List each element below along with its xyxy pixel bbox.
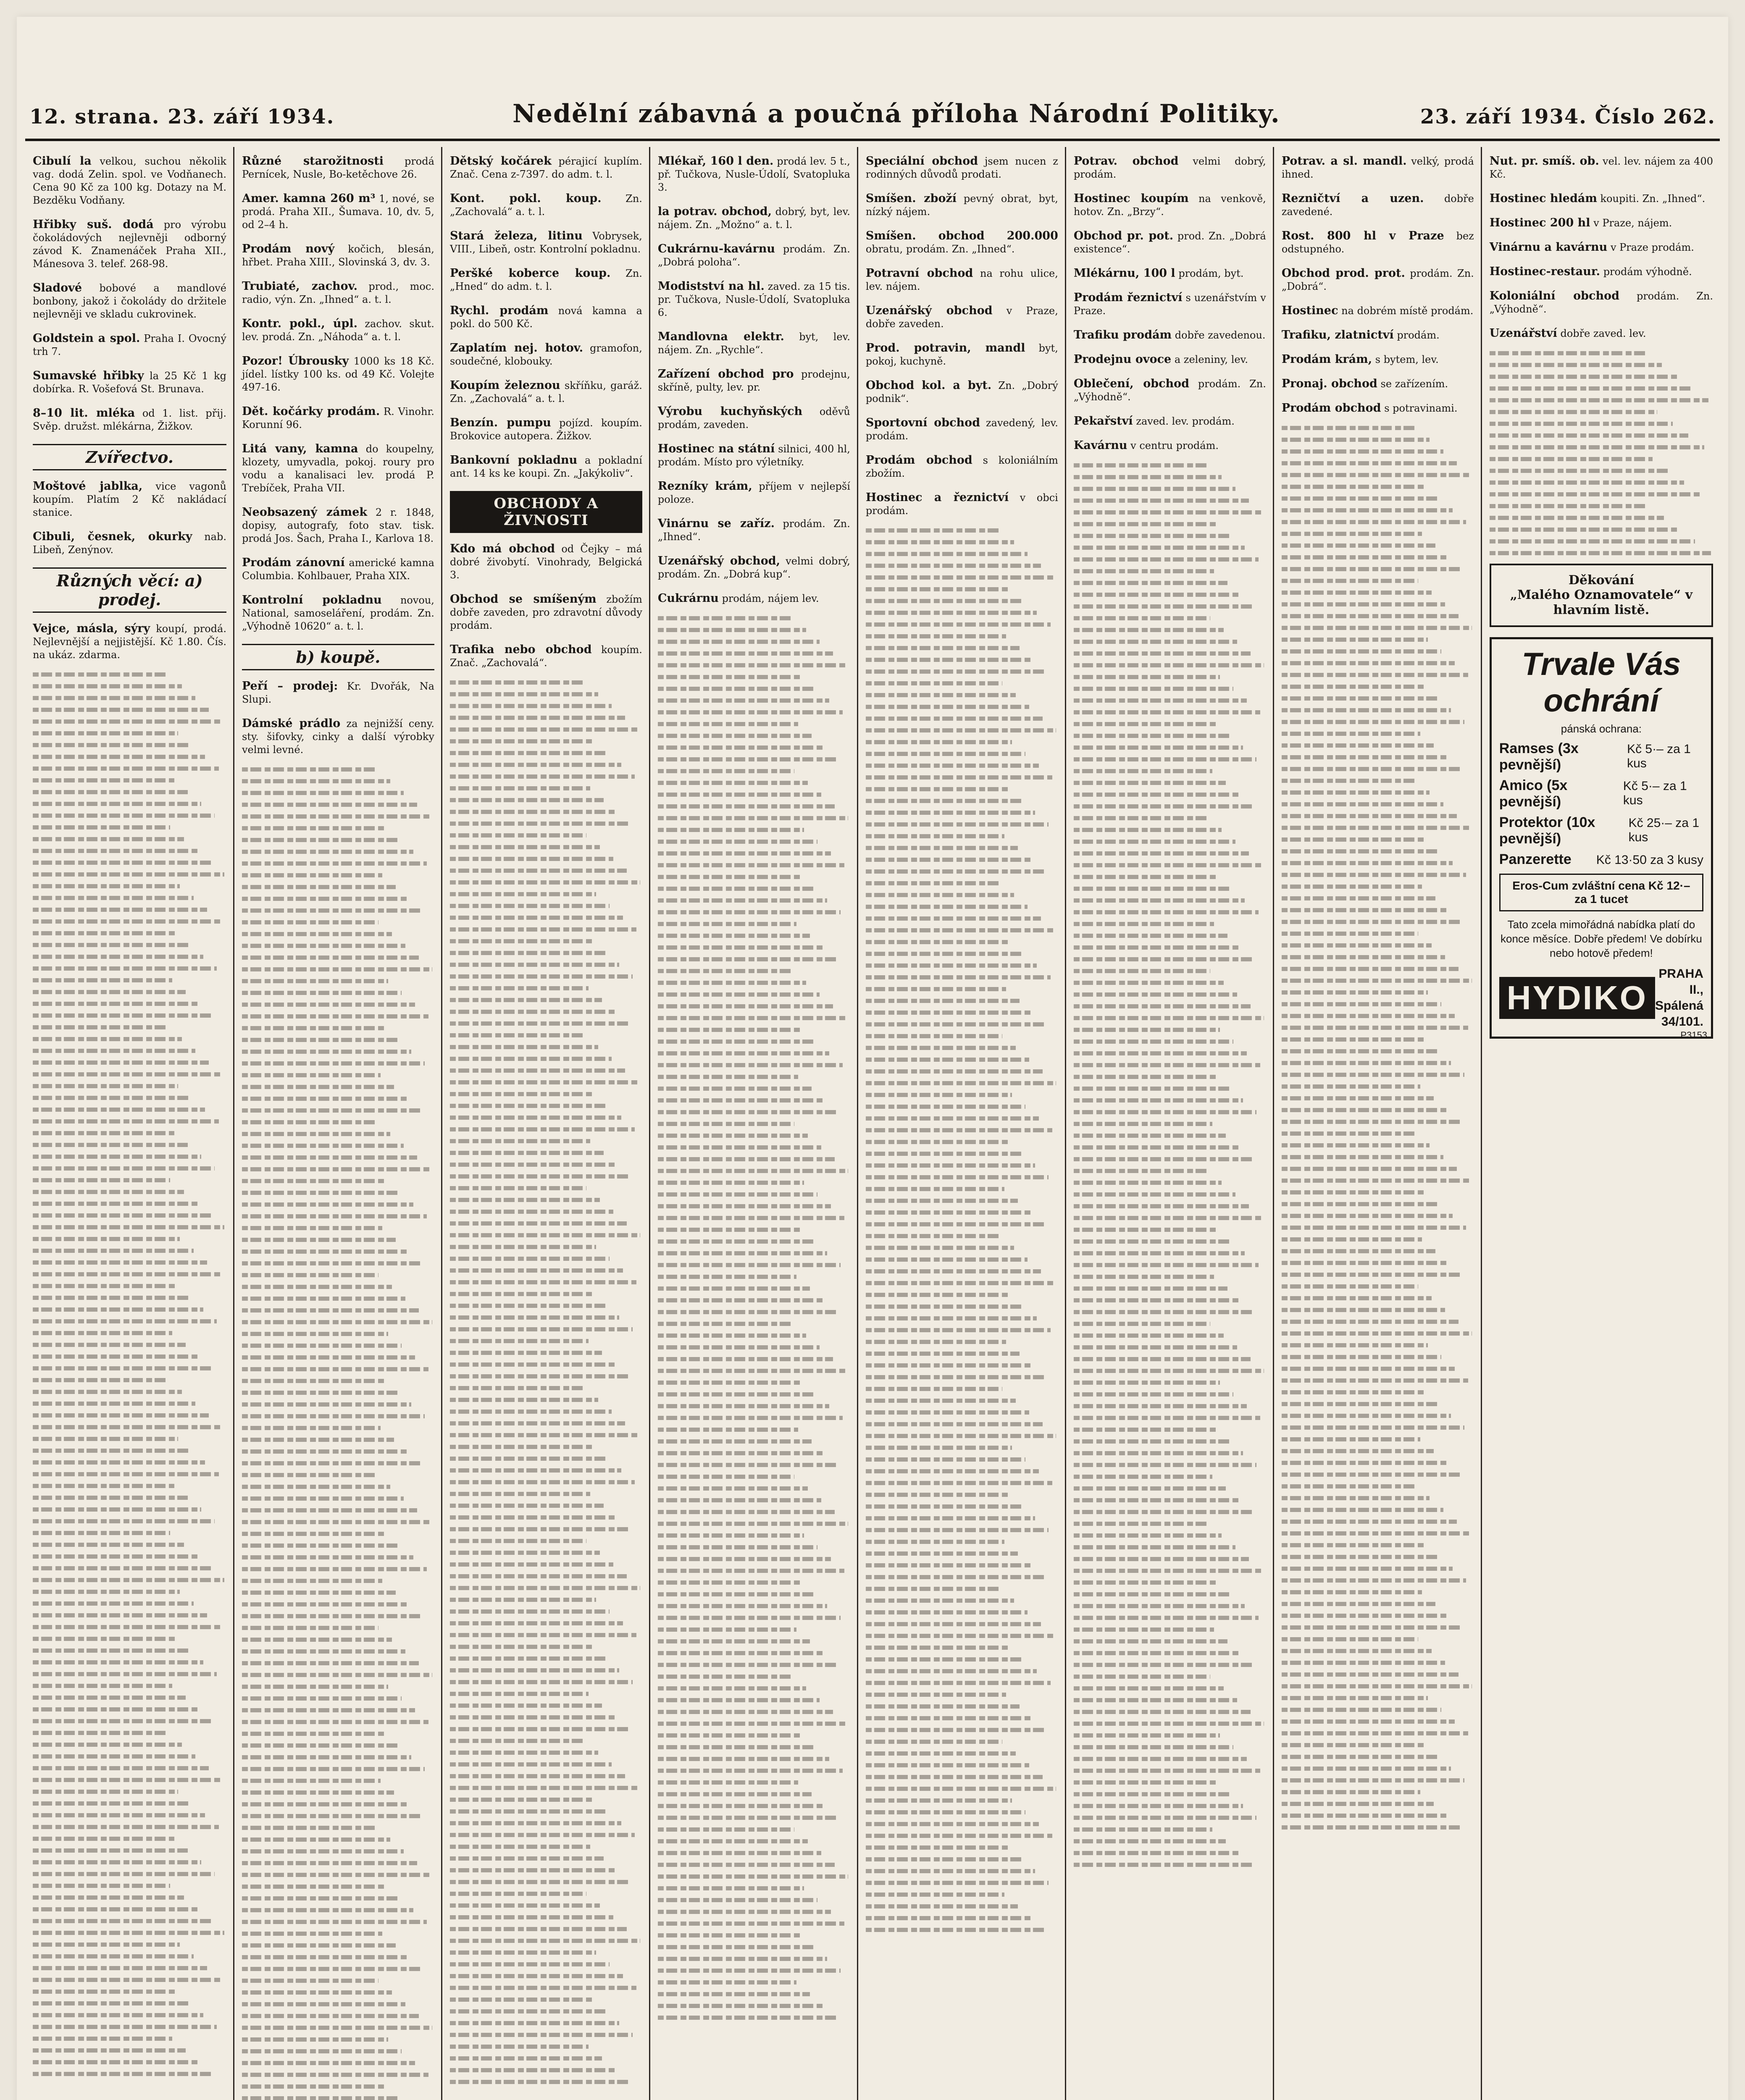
classified-columns [25,147,1720,2100]
supplement-title: Nedělní zábavná a poučná příloha Národní Politiky. [512,99,1280,129]
classified-ad [242,317,434,344]
classified-ad [866,341,1058,368]
section-heading: b) koupě. [242,644,434,670]
ad-text: obratu, prodám. Zn. „Ihned“. [865,243,1015,255]
hydiko-eros-note: Eros-Cum zvláštní cena Kč 12·– za 1 tucet [1499,874,1703,911]
classified-ad [450,304,642,331]
ad-text: bobové a mandlové bonbony, jakož i čokolády do držitele nejlevněji ve skladu cukrovinek. [33,282,226,320]
classified-ad [450,229,642,256]
ad-text: velkou, suchou několik vag. dodá Zelin. spol. ve Vodňanech. Cena 90 Kč za 100 kg. Dotazy na M. Bezděku Vodňany. [33,155,226,206]
ad-heading: Bankovní pokladnu [449,454,578,467]
masthead [17,17,1728,147]
ad-heading: Kdo má obchod [449,542,555,555]
ad-heading: Amer. kamna 260 m³ [242,192,376,205]
ad-heading: Benzín. pumpu [449,416,551,429]
classified-ad [658,517,850,543]
ad-heading: Uzenářský obchod, [657,554,781,567]
ad-heading: Moštové jablka, [33,480,143,493]
ad-heading: Hostinec hledám [1489,192,1597,205]
classified-ad [658,592,850,605]
ad-text: v Praze prodám. [1610,242,1694,253]
ad-text: s uzenářstvím v Praze. [1073,292,1266,317]
classified-ad [1282,267,1474,293]
ad-heading: Trafiku, zlatnictví [1281,328,1394,341]
ad-text: Praha I. Ovocný trh 7. [33,333,226,357]
ad-text: na venkově, hotov. Zn. „Brzy“. [1073,193,1266,218]
ad-text: pojízd. koupím. Brokovice autopera. Žižkov. [449,417,642,442]
ad-heading: Hostinec [1281,304,1338,317]
ad-text: dobře zavedené. [1281,193,1474,218]
ad-text: od 1. list. přij. Svěp. družst. mlékárna, Žižkov. [33,407,226,432]
ad-text: velmi dobrý, prodám. [1073,155,1266,180]
ad-heading: Rezníky krám, [657,480,752,493]
ad-text: od Čejky – má dobré živobytí. Vinohrady, Belgická 3. [449,543,642,581]
ad-heading: Stará železa, litinu [449,229,583,242]
ad-heading: Oblečení, obchod [1073,377,1190,390]
ad-text: zaved. za 15 tis. pr. Tučkova, Nusle-Údolí, Svatopluka 6. [657,281,850,318]
ad-heading: Sportovní obchod [865,416,980,429]
ad-heading: Uzenářský obchod [865,304,993,317]
classified-ad [450,267,642,293]
hydiko-item: Amico (5x pevnější) Kč 5·– za 1 kus [1499,777,1687,810]
ad-heading: Potravní obchod [865,267,973,280]
classified-ad [242,242,434,269]
issue-date-number: 23. září 1934. Číslo 262. [1420,105,1716,129]
dekovani-box [1490,564,1713,627]
classified-ad [866,229,1058,256]
ad-text: Vobrysek, VIII., Libeň, ostr. Kontrolní pokladnu. [449,230,642,255]
classified-ad [658,405,850,431]
classified-ad [242,593,434,633]
ad-heading: Trafiku prodám [1073,328,1172,341]
section-heading: Zvířectvo. [33,444,226,470]
ad-heading: Prodám krám, [1281,353,1372,366]
ad-text: na dobrém místě prodám. [1341,305,1474,317]
ad-text: dobře zavedenou. [1175,329,1266,341]
ad-heading: Modistství na hl. [657,280,765,293]
ad-text: v Praze, dobře zaveden. [865,305,1058,330]
ad-heading: Prodám zánovní [242,556,345,569]
ad-heading: Obchod kol. a byt. [865,379,992,392]
ad-heading: Litá vany, kamna [242,442,358,455]
ad-text: silnici, 400 hl, prodám. Místo pro výletníky. [657,443,850,468]
classified-ad [242,280,434,306]
classified-ad [866,304,1058,331]
classified-ad [33,622,226,662]
ad-text: zbožím dobře zaveden, pro zdravotní důvody prodám. [449,593,642,631]
hydiko-footer [1499,966,1703,1030]
ad-heading: Dětský kočárek [449,155,552,168]
classified-ad [1074,192,1266,218]
ad-text: skříňku, garáž. Zn. „Zachovalá“ a. t. l. [449,380,642,404]
hydiko-code: P3153 [1680,1030,1707,1040]
classified-ad [450,155,642,181]
ad-text: gramofon, soudečné, klobouky. [449,342,642,367]
ad-text: v Praze, nájem. [1593,217,1672,229]
classified-ad [866,267,1058,293]
ad-text: prodám, byt. [1178,268,1244,279]
ad-text: do koupelny, klozety, umyvadla, pokoj. roury pro vodu a kanalisaci lev. prodá P. Trebíček, Praha VII. [242,443,434,494]
ad-text: prodám. Zn. „Dobrá poloha“. [657,243,850,268]
classified-ad [658,480,850,506]
ad-text: s potravinami. [1384,402,1458,414]
ad-text: pro výrobu čokoládových nejlevněji odborný závod K. Znamenáček Praha XII., Mánesova 3. telef. 268-98. [33,219,226,270]
classified-ad [242,155,434,181]
column-8 [1481,147,1720,2100]
column-6 [1065,147,1273,2100]
ad-text: Zn. „Hned“ do adm. t. l. [449,268,642,292]
ad-text: prodám. Zn. „Dobrá“. [1281,268,1474,292]
classified-ad [242,556,434,583]
ad-text: la 25 Kč 1 kg dobírka. R. Vošefová St. Brunava. [33,370,226,395]
classified-ad [450,542,642,582]
ad-text: dobrý, byt, lev. nájem. Zn. „Možno“ a. t. l. [657,206,850,231]
classified-ad [450,379,642,405]
classified-ad [450,341,642,368]
ad-text: v centru prodám. [1130,440,1219,452]
classified-ad [33,155,226,207]
ad-heading: Rezničtví a uzen. [1281,192,1424,205]
ad-heading: Smíšen. zboží [865,192,957,205]
ad-heading: la potrav. obchod, [657,205,772,218]
classified-ad [1282,328,1474,342]
classified-ad [33,332,226,358]
ad-text: vice vagonů koupím. Platím 2 Kč nakládací stanice. [33,480,226,518]
ad-heading: 8–10 lit. mléka [33,407,135,420]
ad-text: na rohu ulice, lev. nájem. [865,268,1058,292]
ad-heading: Koupím železnou [449,379,560,392]
classified-ad [658,280,850,319]
hydiko-headline: Trvale Vás ochrání [1522,646,1681,719]
section-heading: Různých věcí: a) prodej. [33,567,226,613]
ad-text: za nejnižší ceny. sty. šifovky, cinky a další výrobky velmi levné. [242,718,434,756]
ad-heading: Dět. kočárky prodám. [242,405,380,418]
masthead-rule [25,139,1720,141]
newspaper-page [17,17,1728,2100]
page-number-date: 12. strana. 23. září 1934. [29,105,335,129]
text-filler [658,616,850,2020]
ad-text: kočich, blesán, hřbet. Praha XIII., Slovinská 3, dv. 3. [242,243,434,268]
ad-text: vel. lev. nájem za 400 Kč. [1489,155,1713,180]
ad-heading: Obchod prod. prot. [1281,267,1405,280]
hydiko-address: PRAHA II., Spálená 34/101. [1655,967,1703,1029]
ad-text: jsem nucen z rodinných důvodů prodati. [865,155,1058,180]
ad-heading: Prodejnu ovoce [1073,353,1172,366]
ad-text: byt, lev. nájem. Zn. „Rychle“. [657,331,850,356]
ad-text: nová kamna a pokl. do 500 Kč. [449,305,642,330]
classified-ad [242,680,434,706]
ad-heading: Speciální obchod [865,155,978,168]
ad-text: 1000 ks 18 Kč. jídel. lístky 100 ks. od 49 Kč. Volejte 497-16. [242,355,434,393]
classified-ad [658,554,850,581]
classified-ad [242,405,434,431]
classified-ad [1282,229,1474,256]
classified-ad [1074,155,1266,181]
classified-ad [33,218,226,270]
ad-heading: Goldstein a spol. [33,332,140,345]
hydiko-item: Panzerette Kč 13·50 za 3 kusy [1499,851,1703,867]
text-filler [1490,351,1713,555]
ad-text: a pokladní ant. 14 ks ke koupi. Zn. „Jakýkoliv“. [449,454,642,479]
classified-ad [866,416,1058,443]
classified-ad [658,330,850,357]
hydiko-offer-text: Tato zcela mimořádná nabídka platí do konce měsíce. Dobře předem! Ve dobírku nebo hotově předem! [1500,918,1702,959]
ad-text: R. Vinohr. Korunní 96. [242,406,434,430]
classified-ad [866,155,1058,181]
dekovani-line: „Malého Oznamovatele“ v hlavním listě. [1510,588,1693,617]
ad-heading: Mlékárnu, 100 l [1073,267,1175,280]
text-filler [450,680,642,2084]
hydiko-item: Ramses (3x pevnější) Kč 5·– za 1 kus [1499,740,1691,773]
ad-heading: Pekařství [1073,415,1133,428]
ad-heading: Vinárnu se zaříz. [657,517,775,530]
ad-text: prod., moc. radio, výn. Zn. „Ihned“ a. t. l. [242,281,434,305]
classified-ad [242,506,434,545]
ad-heading: Mlékař, 160 l den. [657,155,774,168]
classified-ad [1490,265,1713,278]
classified-ad [450,454,642,480]
ad-text: byt, pokoj, kuchyně. [865,342,1058,367]
ad-heading: Prodám obchod [865,454,972,467]
classified-ad [33,480,226,519]
classified-ad [658,368,850,394]
classified-ad [1490,155,1713,181]
ad-text: příjem v nejlepší poloze. [657,480,850,505]
ad-text: prodám, nájem lev. [722,593,819,604]
ad-heading: Dámské prádlo [242,717,341,730]
ad-heading: Uzenářství [1489,327,1557,340]
ad-text: koupím. Znač. „Zachovalá“. [449,644,642,669]
column-5 [857,147,1065,2100]
ad-text: prodám. Zn. „Výhodně“. [1073,378,1266,403]
ad-heading: Smíšen. obchod 200.000 [865,229,1058,242]
ad-heading: Hostinec na státní [657,442,775,455]
ad-heading: Kont. pokl. koup. [449,192,602,205]
ad-text: Zn. „Dobrý podnik“. [865,380,1058,404]
ad-text: prodám. [1397,329,1440,341]
ad-text: s koloniálním zbožím. [865,454,1058,479]
classified-ad [866,491,1058,517]
ad-text: 2 r. 1848, dopisy, autografy, foto stav. tisk. prodá Jos. Šach, Praha I., Karlova 18. [242,507,434,544]
ad-text: koupiti. Zn. „Ihned“. [1600,193,1706,205]
classified-ad [450,643,642,669]
ad-text: se zařízením. [1380,378,1448,390]
column-2 [233,147,441,2100]
ad-text: prodá lev. 5 t., př. Tučkova, Nusle-Údolí, Svatopluka 3. [657,155,850,193]
classified-ad [1282,377,1474,391]
classified-ad [1282,192,1474,218]
ad-heading: Potrav. a sl. mandl. [1281,155,1407,168]
ad-text: v obci prodám. [865,492,1058,517]
ad-heading: Vinárnu a kavárnu [1489,241,1608,254]
ad-heading: Hostinec koupím [1073,192,1189,205]
ad-text: nab. Libeň, Zenýnov. [33,531,226,556]
classified-ad [1074,328,1266,342]
ad-text: s bytem, lev. [1375,354,1439,365]
ad-heading: Sumavské hřibky [33,369,144,382]
ad-heading: Peršké koberce koup. [449,267,611,280]
ad-heading: Zaplatím nej. hotov. [449,341,583,354]
ad-text: zavedený, lev. prodám. [865,417,1058,442]
ad-heading: Hřibky suš. dodá [33,218,154,231]
ad-heading: Pozor! Úbrousky [242,354,349,368]
ad-heading: Prodám nový [242,242,335,255]
ad-heading: Peří – prodej: [242,680,338,693]
ad-heading: Cibulí la [33,155,92,168]
ad-heading: Kontrolní pokladnu [242,593,382,606]
classified-ad [1074,377,1266,404]
ad-text: koupí, prodá. Nejlevnější a nejjistější. Kč 1.80. Čís. na ukáz. zdarma. [33,623,226,661]
ad-heading: Prodám řeznictví [1073,291,1183,304]
classified-ad [242,442,434,495]
ad-heading: Pronaj. obchod [1281,377,1377,390]
ad-heading: Prod. potravin, mandl [865,341,1025,354]
classified-ad [658,155,850,194]
ad-text: pérajicí kuplím. Znač. Cena z-7397. do adm. t. l. [449,155,642,180]
ad-text: oděvů prodám, zaveden. [657,406,850,430]
ad-text: americké kamna Columbia. Kohlbauer, Praha XIX. [242,557,434,582]
classified-ad [1490,327,1713,340]
ad-text: 1, nové, se prodá. Praha XII., Šumava. 10, dv. 5, od 2–4 h. [242,193,434,231]
ad-heading: Sladové [33,281,82,294]
hydiko-advertisement [1490,637,1713,1039]
classified-ad [1282,353,1474,366]
ad-heading: Potrav. obchod [1073,155,1179,168]
ad-text: zaved. lev. prodám. [1136,415,1235,427]
ad-heading: Nut. pr. smíš. ob. [1489,155,1599,168]
text-filler [1074,463,1266,1867]
dekovani-title: Děkování [1568,573,1634,588]
text-filler [866,528,1058,1932]
ad-text: prodá Pernícek, Nusle, Bo-ketěchove 26. [242,155,434,180]
ad-text: velký, prodá ihned. [1281,155,1474,180]
classified-ad [658,442,850,469]
column-7 [1273,147,1481,2100]
classified-ad [242,192,434,231]
classified-ad [242,354,434,394]
classified-ad [33,530,226,556]
ad-heading: Trafika nebo obchod [449,643,592,656]
ad-heading: Mandlovna elektr. [657,330,784,343]
hydiko-subtitle: pánská ochrana: [1561,722,1642,735]
classified-ad [1074,353,1266,366]
ad-heading: Cukrárnu [657,592,719,605]
column-4 [649,147,857,2100]
classified-ad [866,454,1058,480]
ad-heading: Vejce, másla, sýry [33,622,150,635]
ad-text: Zn. „Zachovalá“ a. t. l. [449,193,642,218]
ad-text: zachov. skut. lev. prodá. Zn. „Náhoda“ a. t. l. [242,318,434,343]
ad-text: velmi dobrý, prodám. Zn. „Dobrá kup“. [657,555,850,580]
ad-heading: Obchod se smíšeným [449,593,597,606]
classified-ad [1074,267,1266,280]
text-filler [242,767,434,2100]
text-filler [1282,426,1474,1830]
ad-heading: Výrobu kuchyňských [657,405,803,418]
section-heading: OBCHODY A ŽIVNOSTI [450,491,642,533]
ad-text: dobře zaved. lev. [1560,328,1646,339]
classified-ad [1074,415,1266,428]
ad-text: prodám. Zn. „Ihned“. [657,518,850,543]
classified-ad [866,379,1058,405]
ad-heading: Zařízení obchod pro [657,368,794,381]
ad-heading: Obchod pr. pot. [1073,229,1174,242]
ad-heading: Trubiaté, zachov. [242,280,358,293]
hydiko-logo: HYDIKO [1499,977,1655,1019]
ad-text: prodám. Zn. „Výhodně“. [1489,290,1713,315]
classified-ad [450,416,642,443]
classified-ad [1074,439,1266,452]
classified-ad [450,192,642,218]
ad-heading: Kavárnu [1073,439,1127,452]
classified-ad [1490,241,1713,254]
ad-heading: Různé starožitnosti [242,155,384,168]
classified-ad [1282,155,1474,181]
ad-heading: Hostinec-restaur. [1489,265,1600,278]
ad-text: bez odstupného. [1281,230,1474,255]
ad-heading: Hostinec 200 hl [1489,216,1590,229]
classified-ad [1282,402,1474,415]
classified-ad [1074,291,1266,318]
classified-ad [1282,304,1474,318]
ad-text: Kr. Dvořák, Na Slupi. [242,680,434,705]
ad-text: novou, National, samoseláření, prodám. Zn. „Výhodně 10620“ a. t. l. [242,594,434,632]
classified-ad [658,242,850,269]
hydiko-item: Protektor (10x pevnější) Kč 25·– za 1 kus [1499,814,1700,847]
classified-ad [1490,289,1713,316]
ad-text: pevný obrat, byt, nízký nájem. [865,193,1058,218]
ad-heading: Neobsazený zámek [242,506,368,519]
ad-heading: Hostinec a řeznictví [865,491,1009,504]
ad-heading: Cukrárnu-kavárnu [657,242,775,255]
ad-heading: Kontr. pokl., úpl. [242,317,358,330]
classified-ad [33,407,226,433]
ad-heading: Prodám obchod [1281,402,1381,415]
text-filler [33,672,226,2076]
classified-ad [33,281,226,321]
classified-ad [242,717,434,756]
classified-ad [658,205,850,231]
ad-text: prodejnu, skříně, pulty, lev. pr. [657,368,850,393]
classified-ad [33,369,226,396]
ad-heading: Koloniální obchod [1489,289,1620,302]
ad-heading: Cibuli, česnek, okurky [33,530,192,543]
column-1 [25,147,233,2100]
classified-ad [1490,216,1713,230]
classified-ad [1490,192,1713,205]
ad-heading: Rychl. prodám [449,304,549,317]
ad-text: a zeleniny, lev. [1174,354,1248,365]
column-3 [441,147,649,2100]
classified-ad [866,192,1058,218]
ad-heading: Rost. 800 hl v Praze [1281,229,1444,242]
ad-text: prod. Zn. „Dobrá existence“. [1073,230,1266,255]
ad-text: prodám výhodně. [1603,266,1692,278]
classified-ad [450,593,642,632]
classified-ad [1074,229,1266,256]
